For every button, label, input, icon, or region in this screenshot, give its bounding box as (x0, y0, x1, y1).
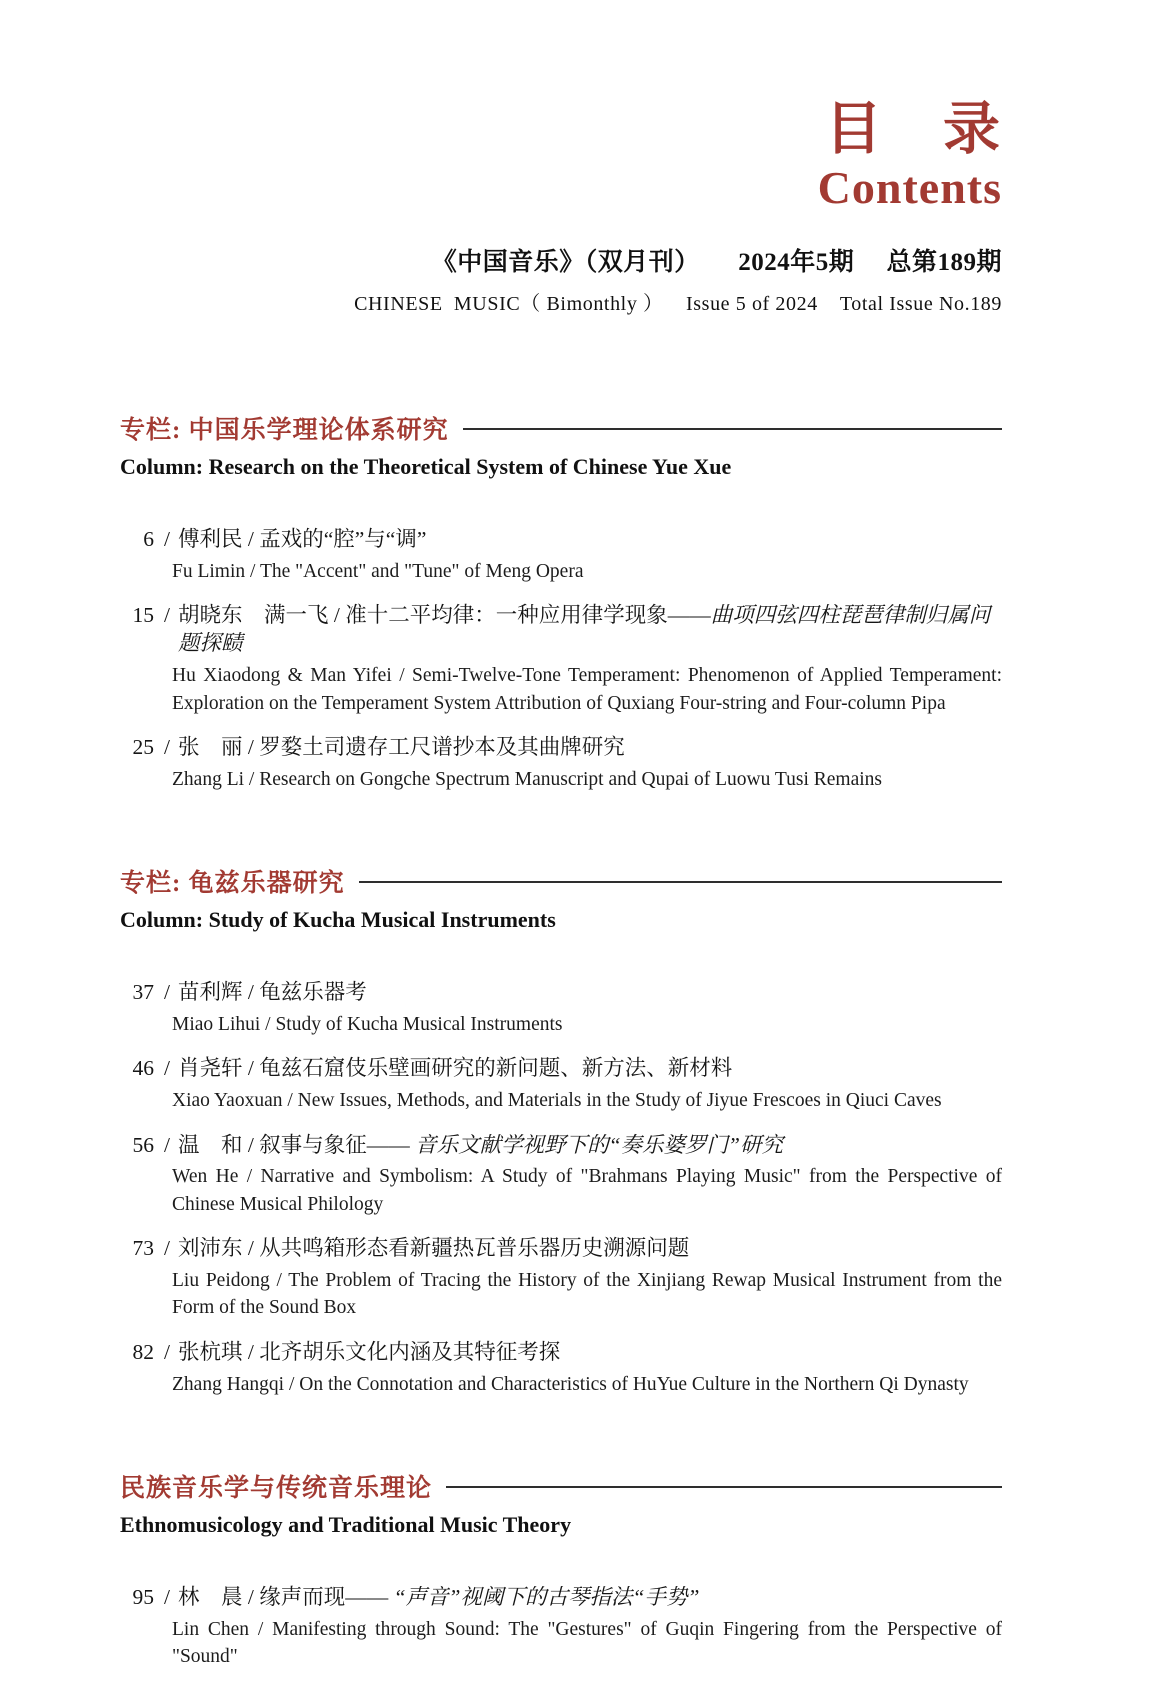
entry-slash: / (164, 1056, 170, 1081)
toc-entry (120, 1584, 1002, 1671)
contents-page (120, 0, 1002, 1687)
entry-page-number: 25 (132, 734, 154, 759)
toc-entry (120, 979, 1002, 1038)
page-title-en: Contents (817, 161, 1002, 213)
entry-title-cn-main: 胡晓东 满一飞 / 准十二平均律：一种应用律学现象—— (177, 603, 711, 628)
entry-line-cn (120, 1132, 1002, 1160)
entry-title-cn-main: 傅利民 / 孟戏的“腔”与“调” (177, 527, 427, 552)
entry-slash: / (164, 734, 170, 759)
entry-line-cn (120, 734, 1002, 762)
entry-page-number: 37 (132, 980, 154, 1005)
section-yue-xue-theory (120, 410, 1002, 793)
journal-info-en: CHINESE MUSIC（ Bimonthly ） Issue 5 of 2024 Total Issue No.189 (354, 293, 1002, 316)
entry-translation-en: Xiao Yaoxuan / New Issues, Methods, and Materials in the Study of Jiyue Frescoes in Qiuci Caves (172, 1090, 942, 1112)
section-kucha-instruments (120, 863, 1002, 1398)
entry-slash: / (164, 980, 170, 1005)
section-rule-line (446, 1486, 1002, 1488)
entry-line-cn (120, 1339, 1002, 1367)
entry-title-cn-main: 刘沛东 / 从共鸣箱形态看新疆热瓦普乐器历史溯源问题 (177, 1236, 690, 1261)
section-ethnomusicology (120, 1468, 1002, 1671)
entry-slash: / (164, 1132, 170, 1157)
entry-list (120, 526, 1002, 793)
toc-entry (120, 1339, 1002, 1398)
entry-page-number: 15 (132, 603, 154, 628)
entry-translation-en: Wen He / Narrative and Symbolism: A Study of "Brahmans Playing Music" from the Perspective of Chinese Musical Philology (172, 1166, 1002, 1215)
entry-translation-en: Lin Chen / Manifesting through Sound: The "Gestures" of Guqin Fingering from the Perspective of "Sound" (172, 1618, 1002, 1668)
section-header (120, 410, 1002, 446)
entry-title-cn (178, 1235, 1002, 1263)
entry-line-cn (120, 602, 1002, 658)
section-header (120, 863, 1002, 899)
entry-translation-en: Miao Lihui / Study of Kucha Musical Instruments (172, 1014, 563, 1036)
entry-title-cn-main: 张杭琪 / 北齐胡乐文化内涵及其特征考探 (177, 1339, 561, 1364)
entry-title-cn (178, 1055, 1002, 1083)
entry-title-cn-main: 张 丽 / 罗婺土司遗存工尺谱抄本及其曲牌研究 (177, 734, 625, 759)
entry-slash: / (164, 1339, 170, 1364)
entry-translation-en: Fu Limin / The "Accent" and "Tune" of Meng Opera (172, 561, 584, 583)
entry-slash: / (164, 1584, 170, 1609)
entry-title-cn (178, 979, 1002, 1007)
entry-line-cn (120, 1235, 1002, 1263)
entry-title-cn-main: 林 晨 / 缘声而现—— (177, 1584, 394, 1609)
entry-translation-en: Hu Xiaodong & Man Yifei / Semi-Twelve-Tone Temperament: Phenomenon of Applied Temperament: Exploration on the Temperament System Attribution of Quxiang Four-string and Four-column Pipa (172, 665, 1002, 714)
entry-title-cn (178, 734, 1002, 762)
entry-title-cn-subtitle: 曲项四弦四柱琵琶律制归属问题探赜 (177, 603, 991, 656)
toc-entry (120, 602, 1002, 716)
entry-title-cn (178, 1339, 1002, 1367)
section-rule-line (359, 881, 1002, 883)
entry-list (120, 1584, 1002, 1671)
section-header (120, 1468, 1002, 1504)
entry-line-cn (120, 1584, 1002, 1612)
toc-entry (120, 1132, 1002, 1219)
section-title-cn: 专栏: 中国乐学理论体系研究 (120, 417, 449, 445)
toc-entry (120, 1055, 1002, 1114)
toc-entry (120, 1235, 1002, 1322)
entry-title-cn-subtitle: 音乐文献学视野下的“奏乐婆罗门”研究 (415, 1132, 784, 1157)
entry-title-cn-subtitle: “声音”视阈下的古琴指法“手势” (393, 1584, 700, 1609)
section-title-en: Column: Research on the Theoretical System of Chinese Yue Xue (120, 454, 732, 480)
page-header (120, 0, 1002, 316)
entry-page-number: 73 (132, 1236, 154, 1261)
entry-title-cn (178, 1132, 1002, 1160)
toc-entry (120, 734, 1002, 793)
entry-translation-en: Liu Peidong / The Problem of Tracing the History of the Xinjiang Rewap Musical Instrument from the Form of the Sound Box (172, 1270, 1002, 1319)
entry-translation-en: Zhang Li / Research on Gongche Spectrum Manuscript and Qupai of Luowu Tusi Remains (172, 768, 883, 790)
entry-slash: / (164, 527, 170, 552)
entry-page-number: 6 (143, 527, 154, 552)
entry-page-number: 46 (132, 1056, 154, 1081)
section-title-cn: 专栏: 龟兹乐器研究 (120, 870, 345, 898)
entry-page-number: 82 (132, 1339, 154, 1364)
entry-line-cn (120, 979, 1002, 1007)
section-rule-line (463, 428, 1002, 430)
entry-title-cn-main: 肖尧轩 / 龟兹石窟伎乐壁画研究的新问题、新方法、新材料 (177, 1056, 733, 1081)
entry-slash: / (164, 603, 170, 628)
section-title-cn: 民族音乐学与传统音乐理论 (120, 1474, 433, 1502)
entry-line-cn (120, 1055, 1002, 1083)
page-title-cn: 目 录 (825, 98, 1002, 161)
entry-title-cn (178, 1584, 1002, 1612)
entry-title-cn (178, 526, 1002, 554)
entry-title-cn-main: 苗利辉 / 龟兹乐器考 (177, 980, 367, 1005)
entry-line-cn (120, 526, 1002, 554)
section-title-en: Column: Study of Kucha Musical Instruments (120, 907, 556, 933)
section-title-en: Ethnomusicology and Traditional Music Theory (120, 1511, 572, 1537)
entry-title-cn-main: 温 和 / 叙事与象征—— (177, 1132, 416, 1157)
entry-translation-en: Zhang Hangqi / On the Connotation and Characteristics of HuYue Culture in the Northern Qi Dynasty (172, 1373, 969, 1395)
toc-entry (120, 526, 1002, 585)
entry-slash: / (164, 1236, 170, 1261)
journal-info-cn: 《中国音乐》（双月刊） 2024年5期 总第189期 (431, 249, 1002, 277)
entry-page-number: 95 (132, 1584, 154, 1609)
entry-list (120, 979, 1002, 1398)
entry-page-number: 56 (132, 1132, 154, 1157)
entry-title-cn (178, 602, 1002, 658)
